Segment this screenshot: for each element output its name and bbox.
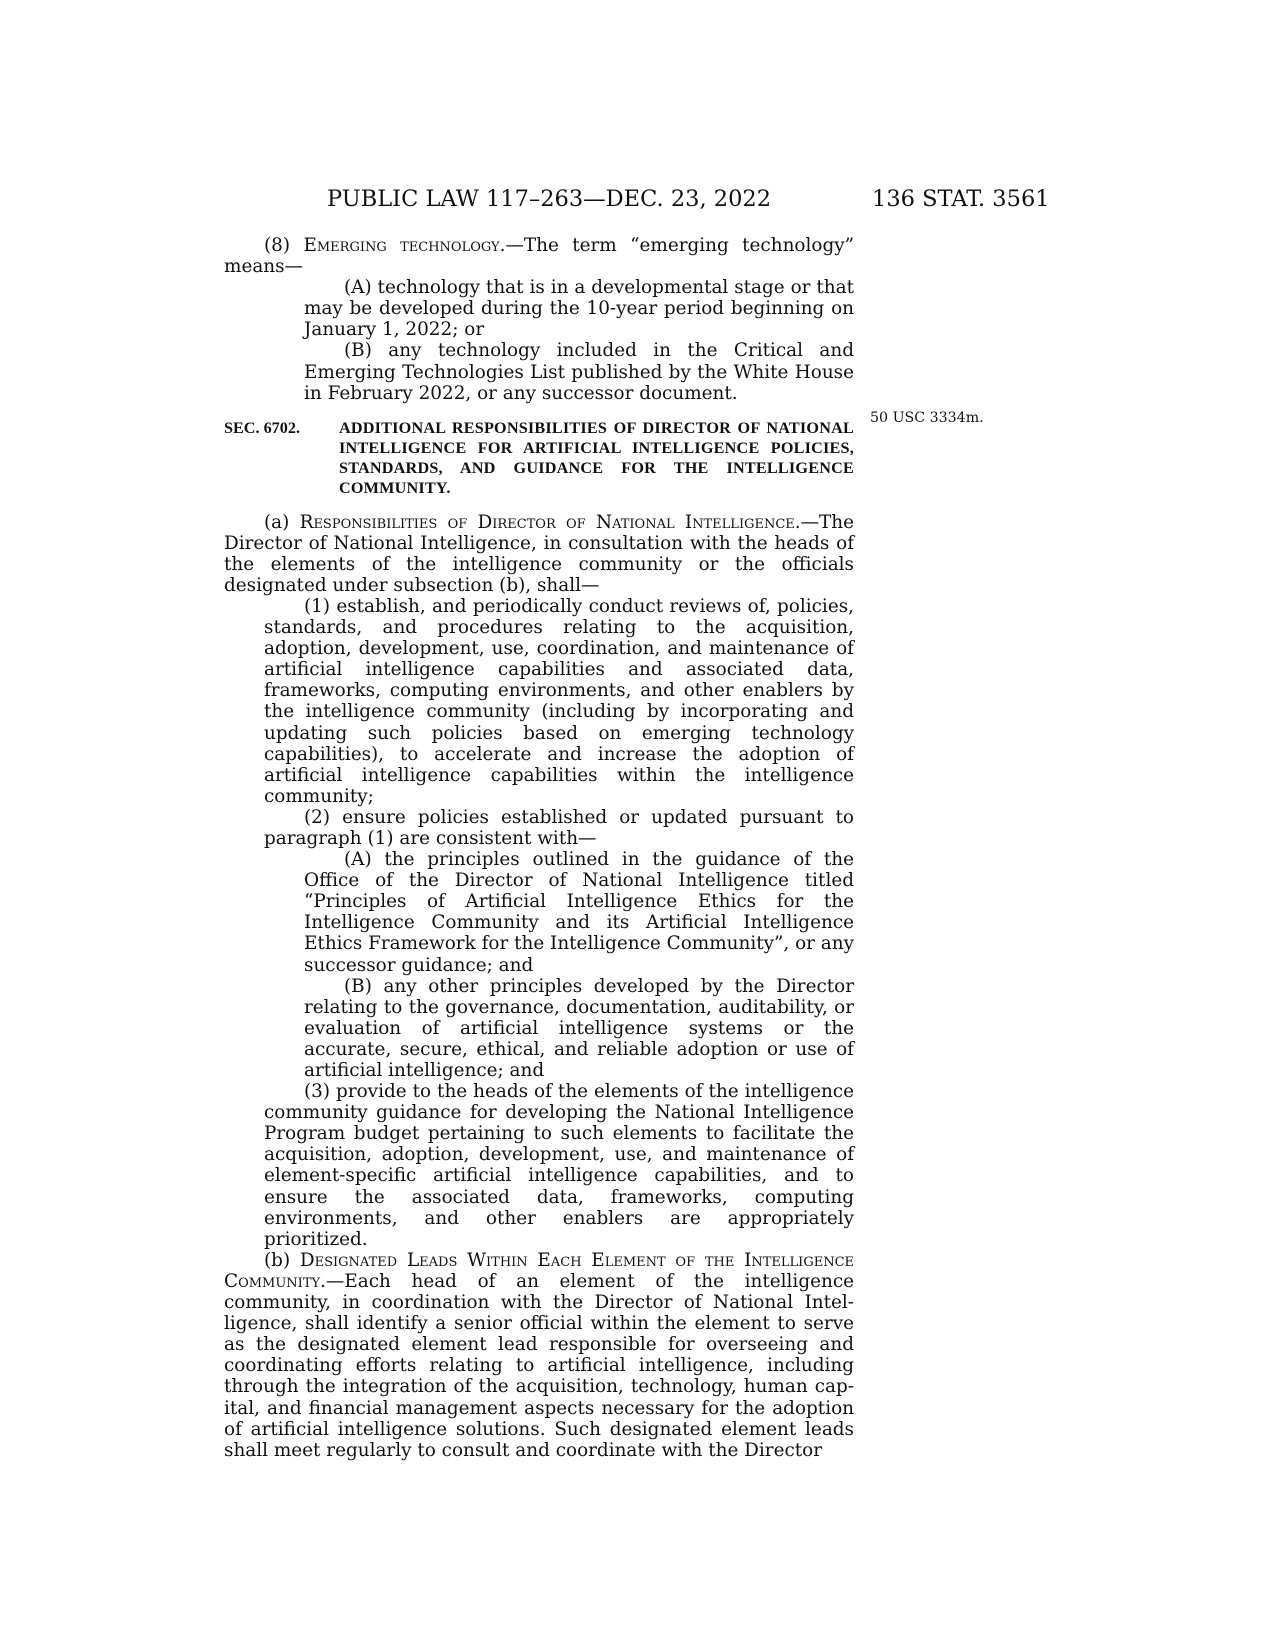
definition-8-a: (A) technology that is in a developmental stage or that may be developed during the 10-year period beginning on January 1, 2022; or: [304, 277, 854, 341]
body-text: [224, 235, 854, 1461]
subsection-a: (a) Responsibilities of Director of National Intelligence.—The Director of National Intelligence, in consultation with the heads of the elements of the intelligence community or the officials designated under subsection (b), shall—: [224, 511, 854, 596]
subsection-b: (b) Designated Leads Within Each Element of the Intelligence Community.—Each head of an element of the intelligence community, in coordination with the Director of National Intelligence, shall identify a senior official within the element to serve as the designated element lead responsible for overseeing and coordinating efforts relating to artificial intelligence, including through the integration of the acquisition, technology, human capital, and financial management aspects necessary for the adoption of artificial intelligence solutions. Such designated element leads shall meet regularly to consult and coordinate with the Director: [224, 1249, 855, 1461]
paragraph-2-a: (A) the principles outlined in the guidance of the Office of the Director of National Intelligence titled “Principles of Artificial Intelligence Ethics for the Intelligence Community and its Artificial Intelligence Ethics Framework for the Intelligence Community”, or any successor guidance; and: [304, 849, 854, 976]
section-heading: [224, 418, 854, 499]
paragraph-2: (2) ensure policies established or updated pursuant to paragraph (1) are consistent with—: [264, 806, 854, 849]
section-title: ADDITIONAL RESPONSIBILITIES OF DIRECTOR OF NATIONAL INTELLIGENCE FOR ARTIFICIAL INTELLIGENCE POLICIES, STANDARDS, AND GUIDANCE FOR THE INTELLIGENCE COMMUNITY.: [339, 418, 854, 498]
definition-8: (8) Emerging technology.—The term “emerging technology” means—: [224, 235, 855, 278]
paragraph-1: (1) establish, and periodically conduct reviews of, policies, standards, and procedures relating to the acquisition, adoption, development, use, coordination, and maintenance of artificial intelligence capabilities and associated data, frameworks, computing environments, and other enablers by the intelligence community (including by incorporating and updating such policies based on emerging technology capabilities), to accelerate and increase the adoption of artificial intelligence capabilities within the intelligence community;: [264, 595, 854, 807]
subsection-a-heading: Responsibilities of Director of National Intelligence: [299, 511, 795, 533]
definition-8-b: (B) any technology included in the Critical and Emerging Technologies List published by the White House in February 2022, or any successor document.: [304, 340, 854, 404]
usc-margin-note: 50 USC 3334m.: [870, 410, 984, 426]
section-number: SEC. 6702.: [224, 418, 301, 437]
subsection-b-heading: Designated Leads Within Each Element of the Intelligence Community: [224, 1249, 855, 1292]
definition-8-heading: Emerging technology: [303, 235, 500, 256]
stat-page-number: 136 STAT. 3561: [872, 186, 1050, 212]
running-header: [0, 186, 1275, 220]
paragraph-3: (3) provide to the heads of the elements of the intelligence community guidance for developing the National Intelligence Program budget pertaining to such elements to facilitate the acquisition, adoption, development, use, and maintenance of element-specific artificial intelligence capabilities, and to ensure the associated data, frameworks, computing environments, and other enablers are appropriately prioritized.: [264, 1081, 854, 1250]
paragraph-2-b: (B) any other principles developed by the Director relating to the governance, documentation, auditability, or evaluation of artificial intelligence systems or the accurate, secure, ethical, and reliable adoption or use of artificial intelligence; and: [304, 975, 854, 1081]
law-citation: PUBLIC LAW 117–263—DEC. 23, 2022: [327, 186, 772, 212]
